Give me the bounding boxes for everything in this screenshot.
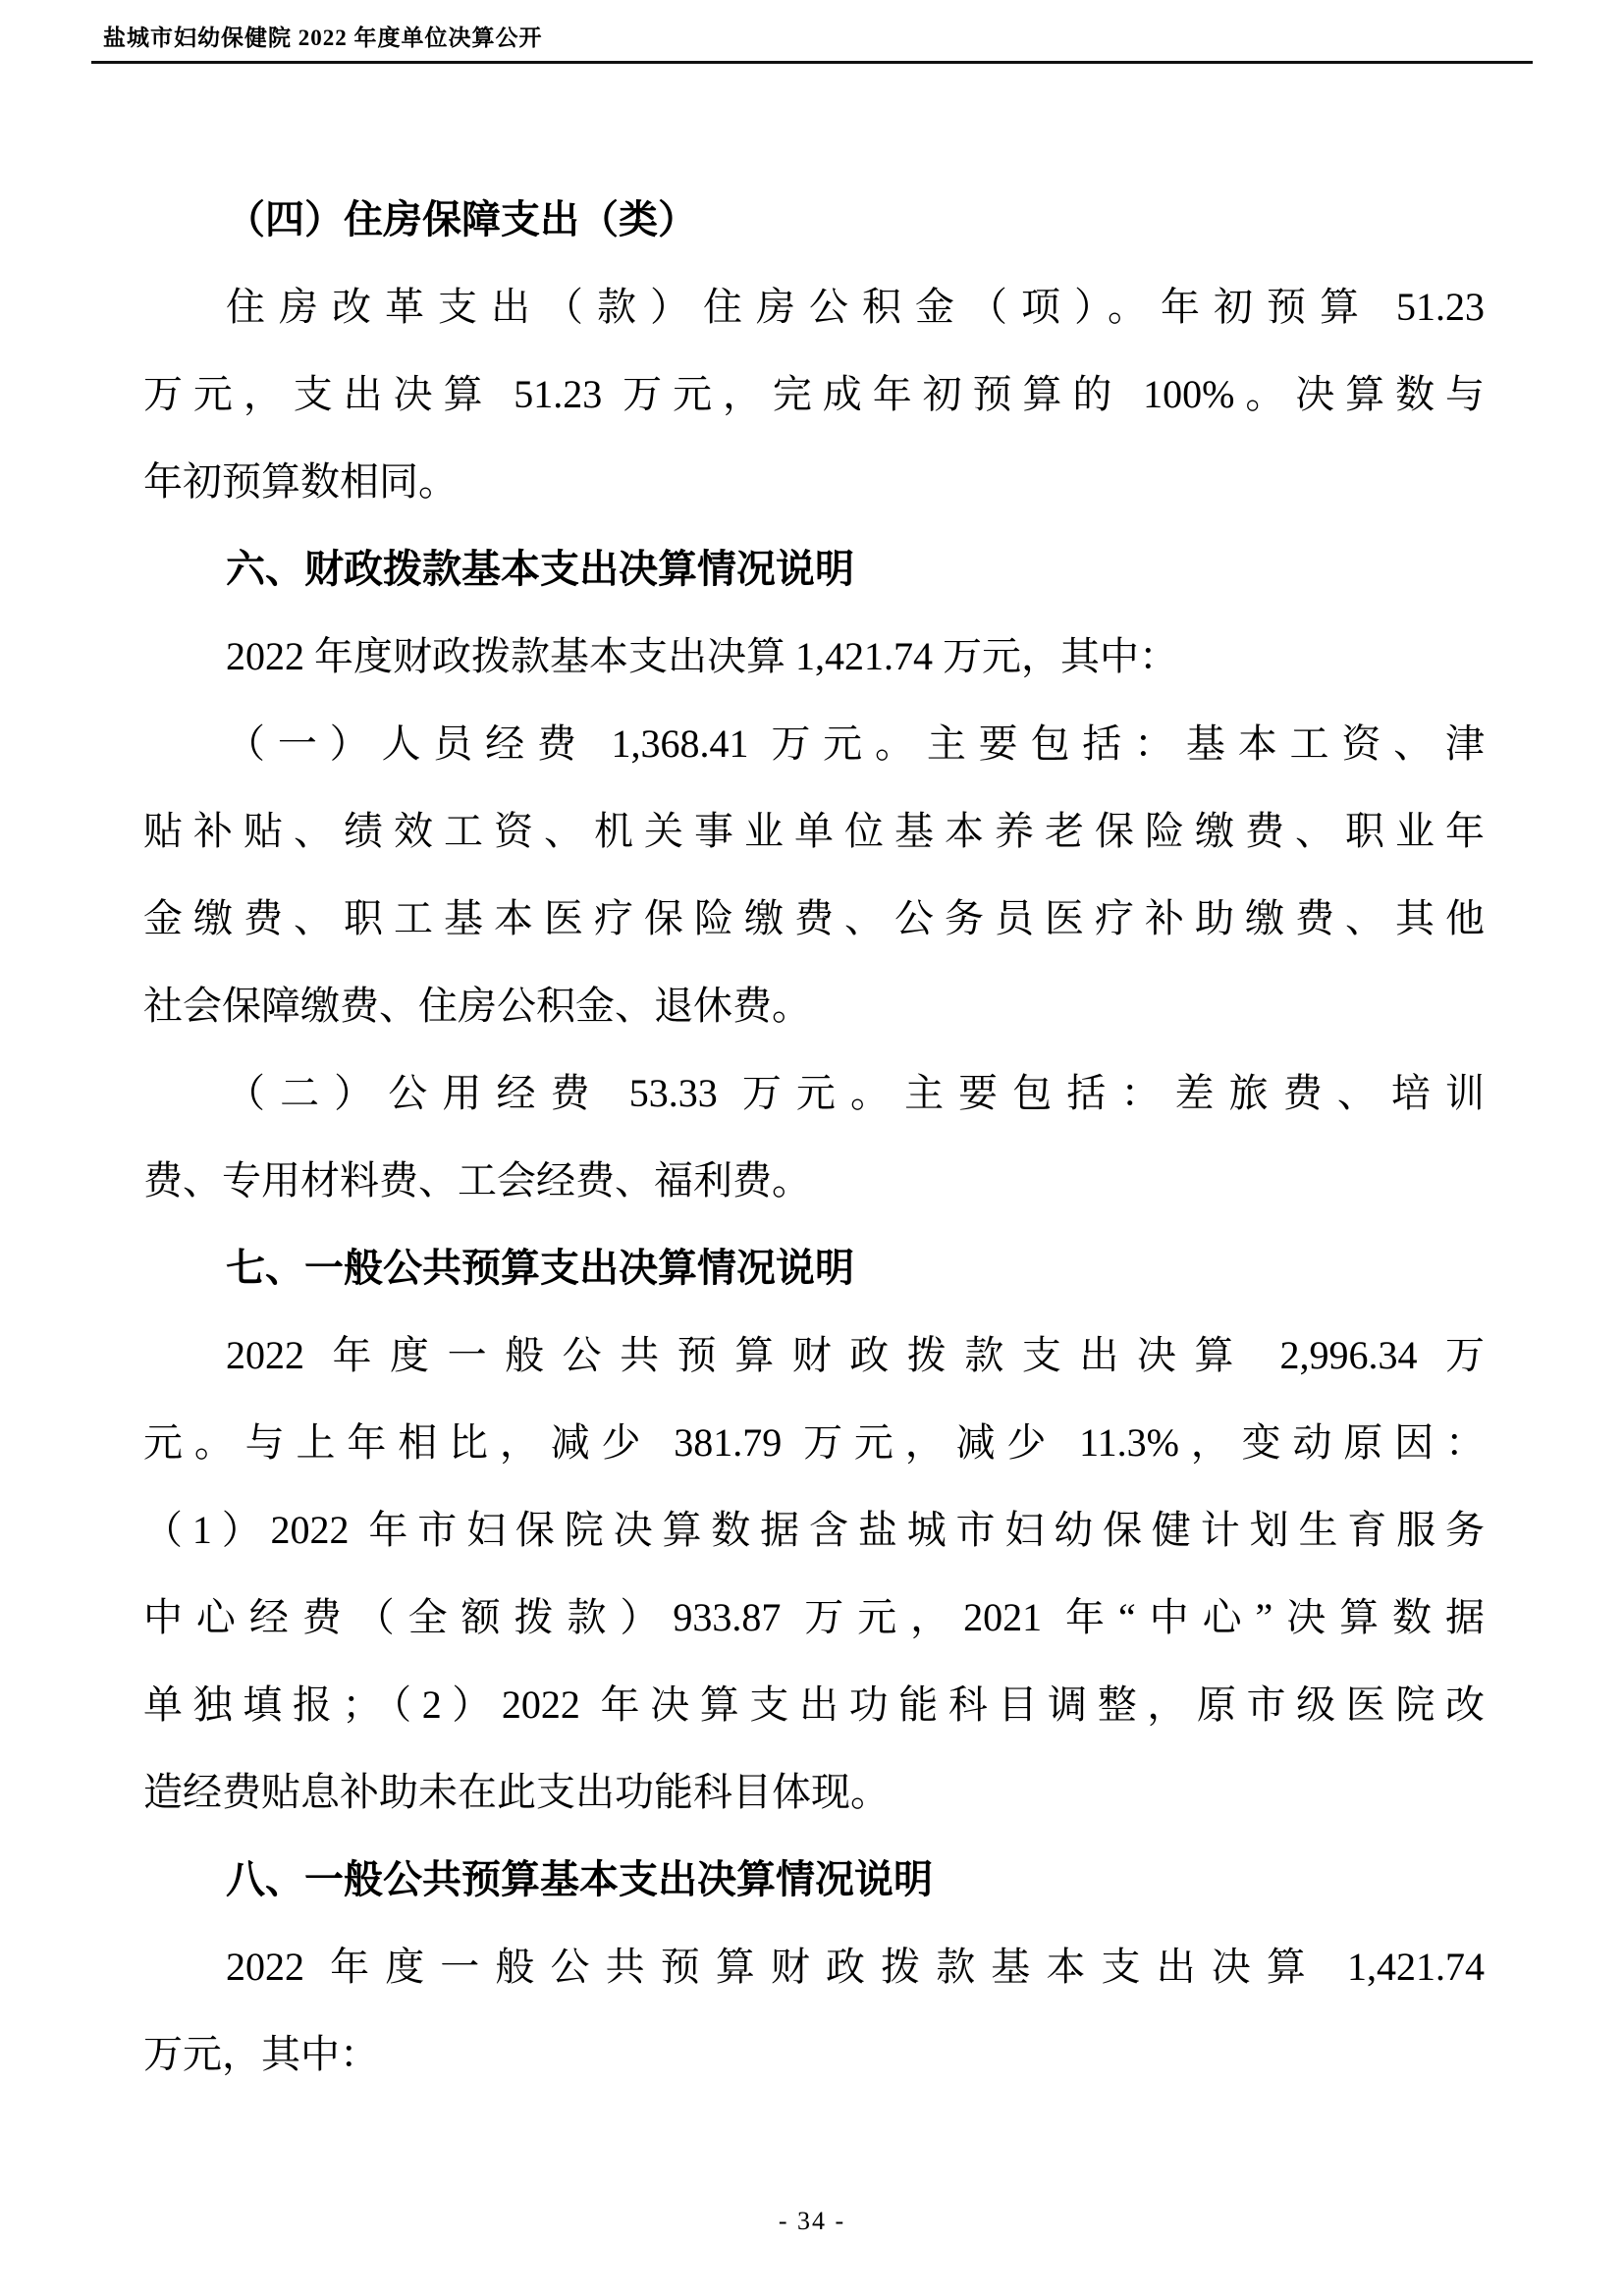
text-line: （1）2022 年市妇保院决算数据含盐城市妇幼保健计划生育服务 bbox=[143, 1508, 1485, 1552]
text-line: 万元，其中： bbox=[143, 2032, 379, 2076]
text-line: 元。与上年相比，减少 381.79 万元，减少 11.3%，变动原因： bbox=[143, 1420, 1485, 1465]
text-line: 社会保障缴费、住房公积金、退休费。 bbox=[143, 984, 811, 1028]
document-body bbox=[143, 176, 1485, 2098]
text-line: 2022 年度一般公共预算财政拨款基本支出决算 1,421.74 bbox=[226, 1945, 1485, 1989]
text-line: 住房改革支出（款）住房公积金（项）。年初预算 51.23 bbox=[226, 285, 1485, 329]
section-heading: 八、一般公共预算基本支出决算情况说明 bbox=[226, 1857, 933, 1901]
text-line: 万元，支出决算 51.23 万元，完成年初预算的 100%。决算数与 bbox=[143, 372, 1485, 416]
section-heading: 七、一般公共预算支出决算情况说明 bbox=[226, 1246, 854, 1290]
header-title: 盐城市妇幼保健院 2022 年度单位决算公开 bbox=[103, 26, 543, 50]
text-line: 年初预算数相同。 bbox=[143, 459, 458, 504]
text-line: 费、专用材料费、工会经费、福利费。 bbox=[143, 1158, 811, 1202]
text-line: 金缴费、职工基本医疗保险缴费、公务员医疗补助缴费、其他 bbox=[143, 896, 1485, 940]
text-line: 2022 年度财政拨款基本支出决算 1,421.74 万元，其中： bbox=[226, 634, 1178, 678]
page-footer bbox=[0, 2207, 1624, 2236]
page-number: - 34 - bbox=[778, 2207, 846, 2235]
section-heading: 六、财政拨款基本支出决算情况说明 bbox=[226, 547, 854, 591]
text-line: 中心经费（全额拨款）933.87 万元，2021 年“中心”决算数据 bbox=[143, 1595, 1485, 1639]
text-line: 贴补贴、绩效工资、机关事业单位基本养老保险缴费、职业年 bbox=[143, 809, 1485, 853]
text-line: （一）人员经费 1,368.41 万元。主要包括：基本工资、津 bbox=[226, 721, 1485, 766]
text-line: 单独填报；（2）2022 年决算支出功能科目调整，原市级医院改 bbox=[143, 1682, 1485, 1727]
header-divider bbox=[91, 61, 1533, 64]
section-heading: （四）住房保障支出（类） bbox=[226, 197, 697, 241]
text-line: （二）公用经费 53.33 万元。主要包括：差旅费、培训 bbox=[226, 1071, 1485, 1115]
text-line: 造经费贴息补助未在此支出功能科目体现。 bbox=[143, 1770, 890, 1814]
text-line: 2022 年度一般公共预算财政拨款支出决算 2,996.34 万 bbox=[226, 1333, 1485, 1377]
page-header bbox=[91, 20, 1533, 64]
